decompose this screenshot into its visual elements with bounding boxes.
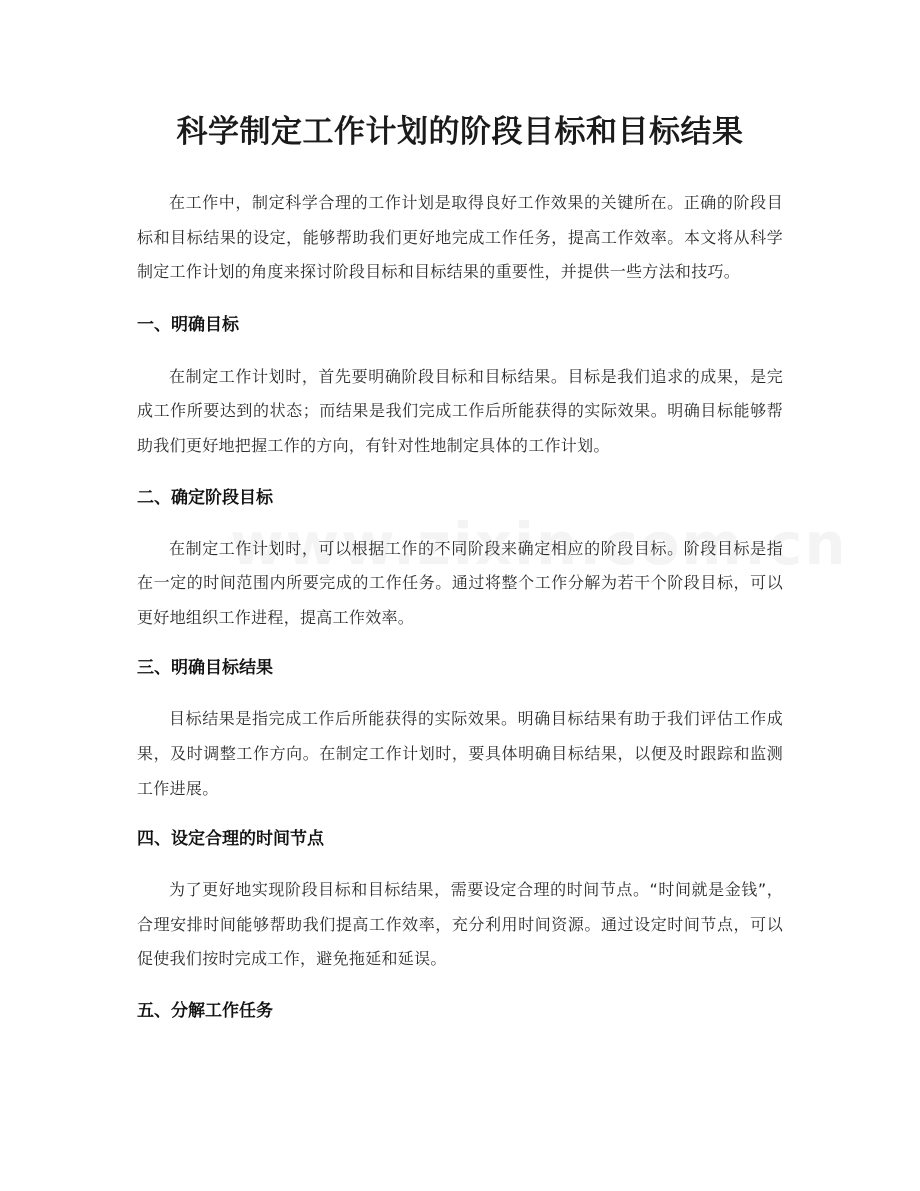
section-3-body: 目标结果是指完成工作后所能获得的实际效果。明确目标结果有助于我们评估工作成果，及时调整工作方向。在制定工作计划时，要具体明确目标结果，以便及时跟踪和监测工作进展。 [137, 709, 783, 798]
section-4-heading: 四、设定合理的时间节点 [137, 829, 324, 850]
section-5-heading: 五、分解工作任务 [137, 1000, 273, 1021]
section-4-body: 为了更好地实现阶段目标和目标结果，需要设定合理的时间节点。“时间就是金钱”，合理安排时间能够帮助我们提高工作效率，充分利用时间资源。通过设定时间节点，可以促使我们按时完成工作，避免拖延和延误。 [137, 880, 783, 969]
section-1-body: 在制定工作计划时，首先要明确阶段目标和目标结果。目标是我们追求的成果，是完成工作所要达到的状态；而结果是我们完成工作后所能获得的实际效果。明确目标能够帮助我们更好地把握工作的方向，有针对性地制定具体的工作计划。 [137, 366, 783, 455]
intro-paragraph: 在工作中，制定科学合理的工作计划是取得良好工作效果的关键所在。正确的阶段目标和目标结果的设定，能够帮助我们更好地完成工作任务，提高工作效率。本文将从科学制定工作计划的角度来探讨阶段目标和目标结果的重要性，并提供一些方法和技巧。 [137, 193, 783, 282]
section-2-body: 在制定工作计划时，可以根据工作的不同阶段来确定相应的阶段目标。阶段目标是指在一定的时间范围内所要完成的工作任务。通过将整个工作分解为若干个阶段目标，可以更好地组织工作进程，提高工作效率。 [137, 538, 783, 627]
section-2-heading: 二、确定阶段目标 [137, 487, 273, 508]
section-1-heading: 一、明确目标 [137, 314, 239, 335]
section-3-heading: 三、明确目标结果 [137, 658, 273, 679]
document-title: 科学制定工作计划的阶段目标和目标结果 [176, 114, 744, 150]
